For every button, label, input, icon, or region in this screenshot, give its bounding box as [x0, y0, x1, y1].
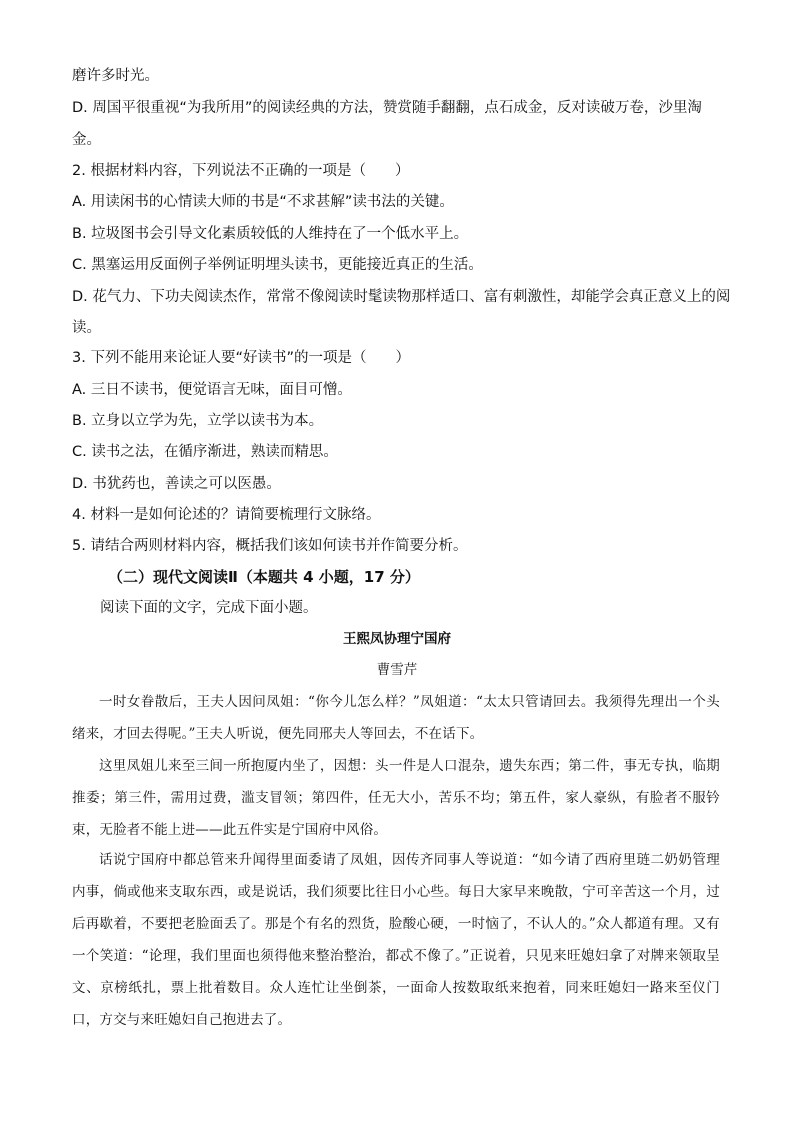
- option-d-continued: 金。: [72, 132, 101, 148]
- q3-option-c: C. 读书之法，在循序渐进，熟读而精思。: [72, 444, 338, 460]
- q2-option-d-continued: 读。: [72, 320, 101, 336]
- question-5: 5. 请结合两则材料内容，概括我们该如何读书并作简要分析。: [72, 538, 468, 554]
- section-title: （二）现代文阅读Ⅱ（本题共 4 小题，17 分）: [108, 568, 420, 586]
- option-d: D. 周国平很重视“为我所用”的阅读经典的方法，赞赏随手翻翻，点石成金，反对读破万卷，沙里淘: [72, 100, 702, 116]
- article-title: 王熙凤协理宁国府: [343, 631, 451, 647]
- q3-option-d: D. 书犹药也，善读之可以医愚。: [72, 476, 281, 492]
- q2-option-d: D. 花气力、下功夫阅读杰作，常常不像阅读时髦读物那样适口、富有刺激性，却能学会真正意义上的阅: [72, 289, 731, 305]
- section-instruction: 阅读下面的文字，完成下面小题。: [100, 600, 318, 616]
- q3-option-a: A. 三日不读书，便觉语言无味，面目可憎。: [72, 382, 352, 398]
- q2-option-c: C. 黑塞运用反面例子举例证明埋头读书，更能接近真正的生活。: [72, 257, 483, 273]
- question-3: 3. 下列不能用来论证人要“好读书”的一项是（ ）: [72, 350, 410, 366]
- q2-option-b: B. 垃圾图书会引导文化素质较低的人维持在了一个低水平上。: [72, 226, 469, 242]
- question-2: 2. 根据材料内容，下列说法不正确的一项是（ ）: [72, 163, 410, 179]
- option-d-continued: 磨许多时光。: [72, 68, 159, 84]
- article-paragraph-3: 话说宁国府中都总管来升闻得里面委请了凤姐，因传齐同事人等说道：“如今请了西府里琏二奶奶管理内事，倘或他来支取东西，或是说话，我们须要比往日小心些。每日大家早来晚散，宁可辛苦这一个月，过后再歇着，不要把老脸面丢了。那是个有名的烈货，脸酸心硬，一时恼了，不认人的。”众人都道有理。又有一个笑道：“论理，我们里面也须得他来整治整治，都忒不像了。”正说着，只见来旺媳妇拿了对牌来领取呈文、京榜纸扎，票上批着数目。众人连忙让坐倒茶，一面命人按数取纸来抱着，同来旺媳妇一路来至仪门口，方交与来旺媳妇自己抱进去了。: [72, 852, 720, 1028]
- q3-option-b: B. 立身以立学为先，立学以读书为本。: [72, 413, 324, 429]
- article-paragraph-1: 一时女眷散后，王夫人因问凤姐：“你今儿怎么样？”凤姐道：“太太只管请回去。我须得先理出一个头绪来，才回去得呢。”王夫人听说，便先同邢夫人等回去，不在话下。: [72, 694, 720, 742]
- article-author: 曹雪芹: [376, 662, 418, 678]
- question-4: 4. 材料一是如何论述的？请简要梳理行文脉络。: [72, 507, 381, 523]
- q2-option-a: A. 用读闲书的心情读大师的书是“不求甚解”读书法的关键。: [72, 194, 454, 210]
- article-paragraph-2: 这里凤姐儿来至三间一所抱厦内坐了，因想：头一件是人口混杂，遗失东西；第二件，事无专执，临期推委；第三件，需用过费，滥支冒领；第四件，任无大小，苦乐不均；第五件，家人豪纵，有脸者不服钤束，无脸者不能上进——此五件实是宁国府中风俗。: [72, 758, 720, 838]
